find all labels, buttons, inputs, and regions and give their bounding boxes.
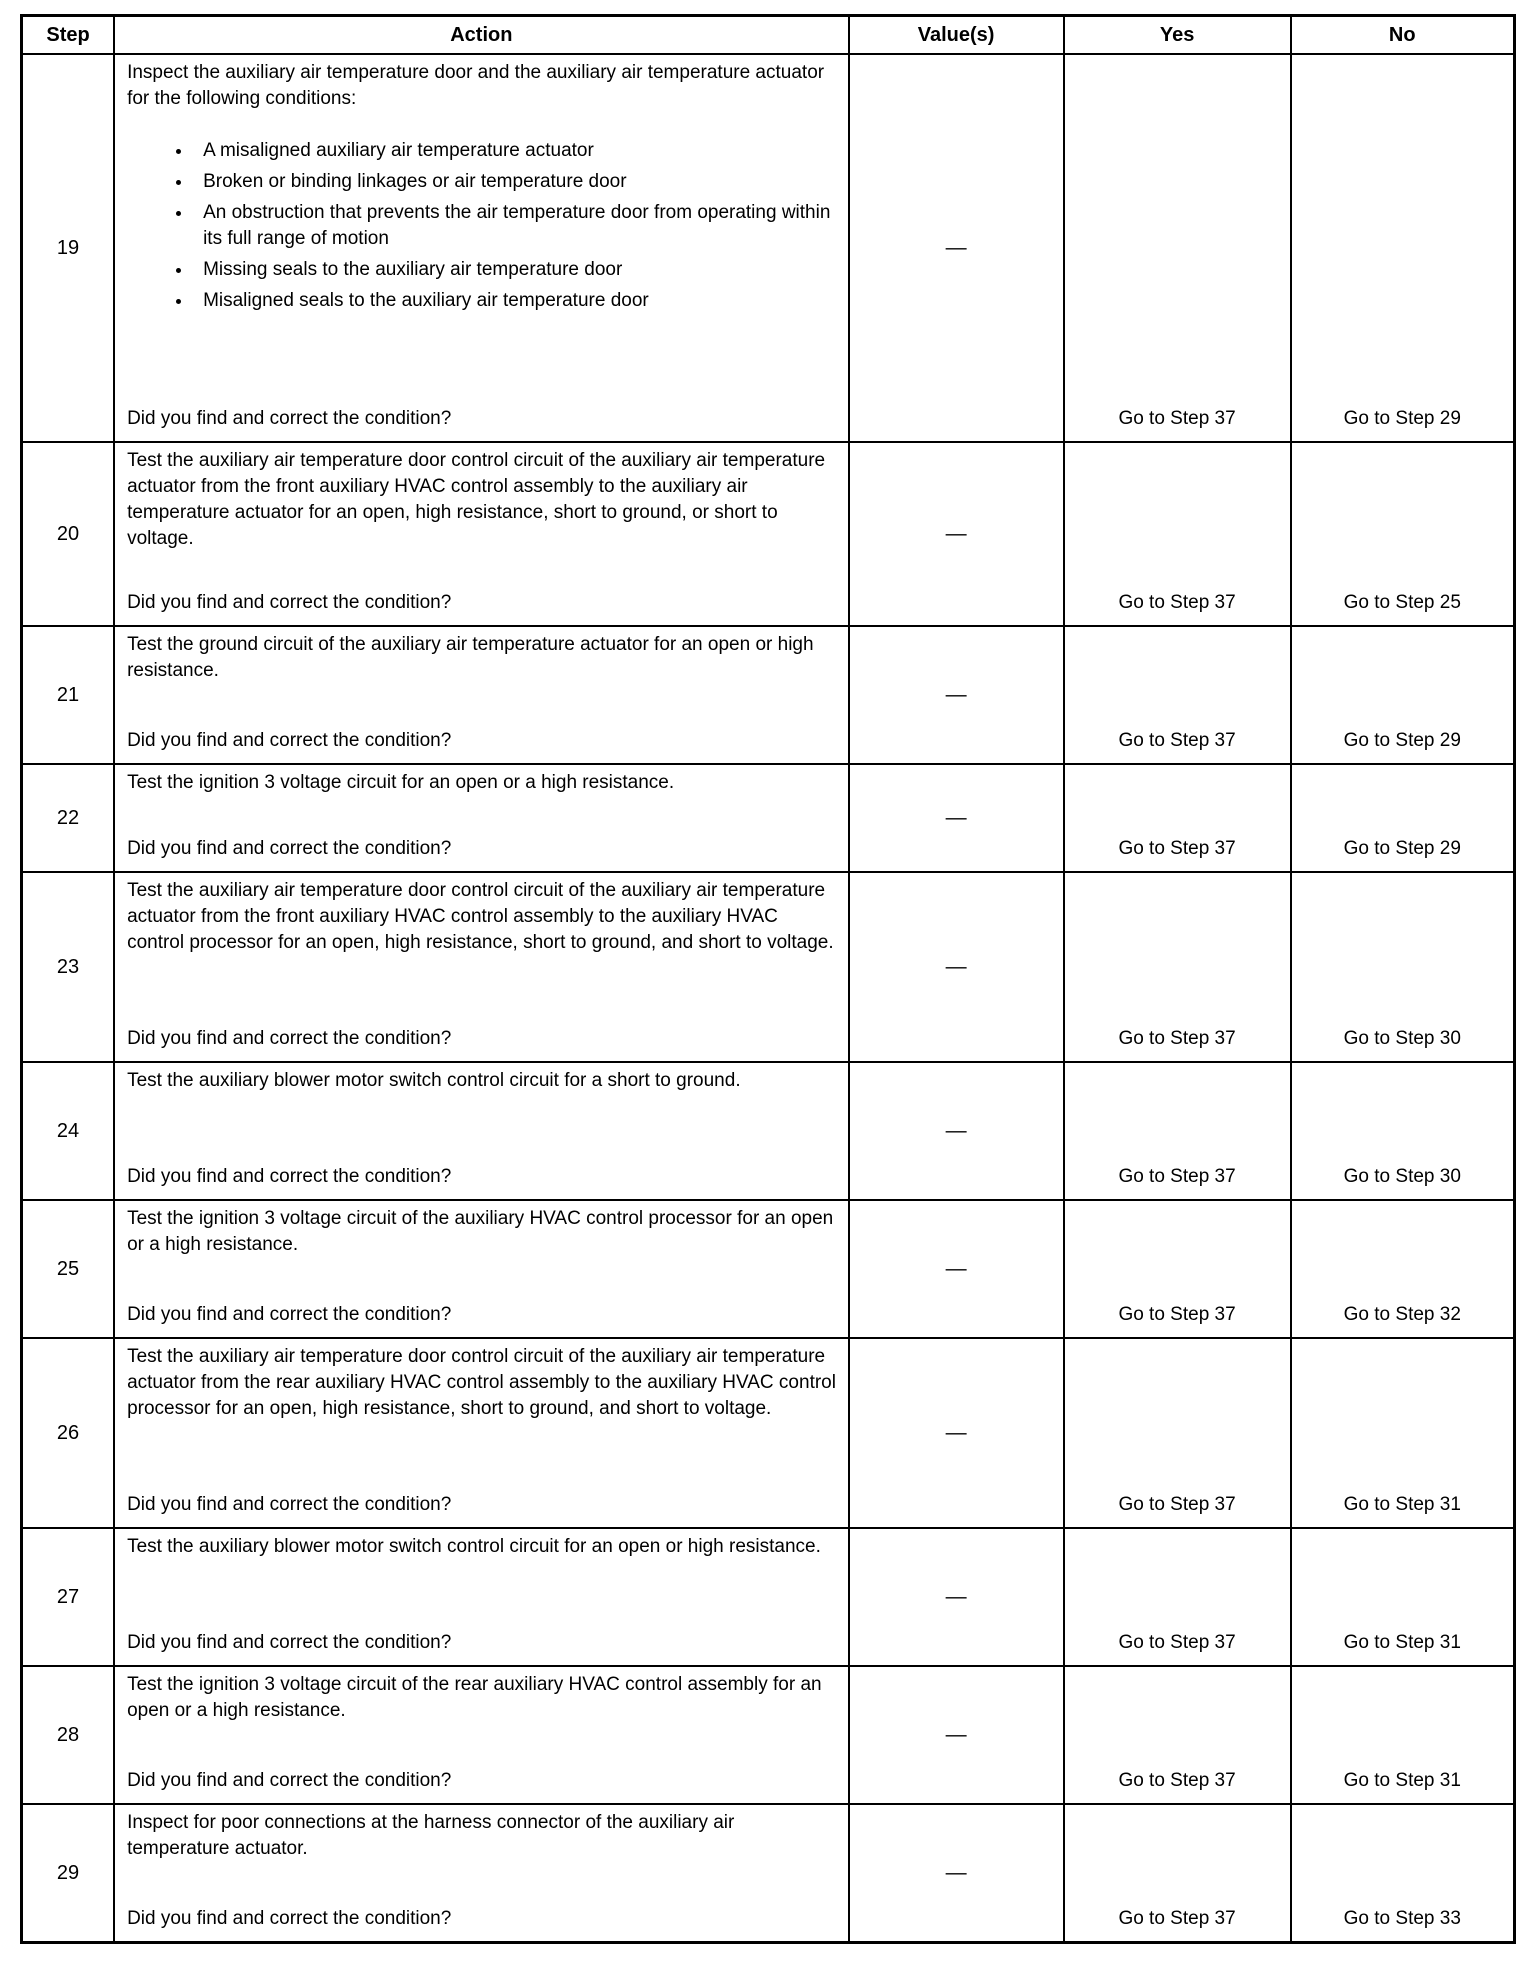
no-goto-cell: Go to Step 33 — [1291, 1804, 1515, 1943]
question-text: Did you find and correct the condition? — [127, 408, 452, 429]
values-cell: — — [849, 764, 1064, 872]
no-goto-cell: Go to Step 31 — [1291, 1338, 1515, 1528]
no-goto-cell: Go to Step 31 — [1291, 1528, 1515, 1666]
bullet-item: • An obstruction that prevents the air temperature door from operating within its full range of motion — [193, 200, 838, 252]
no-goto-cell: Go to Step 29 — [1291, 54, 1515, 442]
action-cell — [114, 1200, 849, 1338]
action-description — [127, 1344, 838, 1422]
action-text: Inspect the auxiliary air temperature door and the auxiliary air temperature actuator for the following conditions: — [127, 62, 825, 109]
no-goto-cell: Go to Step 29 — [1291, 626, 1515, 764]
step-number-cell: 21 — [22, 626, 115, 764]
column-header-yes: Yes — [1064, 16, 1291, 55]
step-number-cell: 28 — [22, 1666, 115, 1804]
yes-goto-cell: Go to Step 37 — [1064, 54, 1291, 442]
question-text: Did you find and correct the condition? — [127, 592, 452, 613]
yes-goto-cell: Go to Step 37 — [1064, 1666, 1291, 1804]
step-number-cell: 27 — [22, 1528, 115, 1666]
yes-goto-cell: Go to Step 37 — [1064, 626, 1291, 764]
table-header — [22, 16, 1515, 55]
action-cell — [114, 442, 849, 626]
header-row — [22, 16, 1515, 55]
action-text: Test the auxiliary air temperature door control circuit of the auxiliary air temperature actuator from the rear auxiliary HVAC control assembly to the auxiliary HVAC control processor for an open, high resistance, short to ground, and short to voltage. — [127, 1346, 836, 1419]
values-cell: — — [849, 1200, 1064, 1338]
step-number-cell: 29 — [22, 1804, 115, 1943]
question-text: Did you find and correct the condition? — [127, 1304, 452, 1325]
values-cell: — — [849, 442, 1064, 626]
bullet-item: • Misaligned seals to the auxiliary air temperature door — [193, 288, 838, 314]
question-text: Did you find and correct the condition? — [127, 1494, 452, 1515]
table-row — [22, 442, 1515, 626]
action-text: Test the ignition 3 voltage circuit for an open or a high resistance. — [127, 772, 675, 793]
values-cell: — — [849, 1528, 1064, 1666]
table-row — [22, 1062, 1515, 1200]
step-number-cell: 23 — [22, 872, 115, 1062]
values-cell: — — [849, 1062, 1064, 1200]
action-content — [127, 632, 838, 754]
values-cell: — — [849, 1666, 1064, 1804]
values-cell: — — [849, 626, 1064, 764]
question-text: Did you find and correct the condition? — [127, 838, 452, 859]
action-description — [127, 1206, 838, 1258]
question-text: Did you find and correct the condition? — [127, 1770, 452, 1791]
yes-goto-cell: Go to Step 37 — [1064, 1528, 1291, 1666]
no-goto-cell: Go to Step 32 — [1291, 1200, 1515, 1338]
action-content — [127, 448, 838, 616]
action-description — [127, 448, 838, 552]
table-body — [22, 54, 1515, 1943]
values-cell: — — [849, 1338, 1064, 1528]
step-number-cell: 24 — [22, 1062, 115, 1200]
action-cell — [114, 764, 849, 872]
yes-goto-cell: Go to Step 37 — [1064, 1338, 1291, 1528]
action-content — [127, 770, 838, 862]
action-text: Test the ground circuit of the auxiliary air temperature actuator for an open or high resistance. — [127, 634, 814, 681]
action-cell — [114, 1528, 849, 1666]
action-description — [127, 60, 838, 319]
action-description — [127, 1672, 838, 1724]
table-row — [22, 1804, 1515, 1943]
column-header-step: Step — [22, 16, 115, 55]
column-header-values: Value(s) — [849, 16, 1064, 55]
question-text: Did you find and correct the condition? — [127, 730, 452, 751]
action-description — [127, 632, 838, 684]
table-row — [22, 626, 1515, 764]
table-row — [22, 872, 1515, 1062]
action-description — [127, 1068, 838, 1094]
action-text: Test the ignition 3 voltage circuit of the auxiliary HVAC control processor for an open or a high resistance. — [127, 1208, 834, 1255]
bullet-item: • A misaligned auxiliary air temperature actuator — [193, 138, 838, 164]
action-cell — [114, 872, 849, 1062]
action-text: Test the auxiliary air temperature door control circuit of the auxiliary air temperature actuator from the front auxiliary HVAC control assembly to the auxiliary air temperature actuator for an open, high resistance, short to ground, or short to voltage. — [127, 450, 826, 549]
action-content — [127, 1534, 838, 1656]
action-cell — [114, 1338, 849, 1528]
no-goto-cell: Go to Step 30 — [1291, 1062, 1515, 1200]
column-header-action: Action — [114, 16, 849, 55]
action-description — [127, 1810, 838, 1862]
action-description — [127, 770, 838, 796]
action-cell — [114, 1062, 849, 1200]
no-goto-cell: Go to Step 30 — [1291, 872, 1515, 1062]
action-content — [127, 60, 838, 432]
action-text: Test the ignition 3 voltage circuit of the rear auxiliary HVAC control assembly for an open or a high resistance. — [127, 1674, 822, 1721]
question-text: Did you find and correct the condition? — [127, 1166, 452, 1187]
action-cell — [114, 626, 849, 764]
step-number-cell: 19 — [22, 54, 115, 442]
action-text: Test the auxiliary blower motor switch control circuit for an open or high resistance. — [127, 1536, 821, 1557]
bullet-item: • Missing seals to the auxiliary air temperature door — [193, 257, 838, 283]
action-content — [127, 1344, 838, 1518]
table-row — [22, 1666, 1515, 1804]
action-description — [127, 1534, 838, 1560]
table-row — [22, 1528, 1515, 1666]
no-goto-cell: Go to Step 25 — [1291, 442, 1515, 626]
yes-goto-cell: Go to Step 37 — [1064, 764, 1291, 872]
table-row — [22, 1200, 1515, 1338]
action-description — [127, 878, 838, 956]
column-header-no: No — [1291, 16, 1515, 55]
yes-goto-cell: Go to Step 37 — [1064, 442, 1291, 626]
question-text: Did you find and correct the condition? — [127, 1908, 452, 1929]
no-goto-cell: Go to Step 31 — [1291, 1666, 1515, 1804]
action-cell — [114, 1804, 849, 1943]
question-text: Did you find and correct the condition? — [127, 1632, 452, 1653]
step-number-cell: 25 — [22, 1200, 115, 1338]
yes-goto-cell: Go to Step 37 — [1064, 1804, 1291, 1943]
action-text: Test the auxiliary blower motor switch control circuit for a short to ground. — [127, 1070, 741, 1091]
step-number-cell: 20 — [22, 442, 115, 626]
values-cell: — — [849, 54, 1064, 442]
yes-goto-cell: Go to Step 37 — [1064, 1062, 1291, 1200]
yes-goto-cell: Go to Step 37 — [1064, 1200, 1291, 1338]
table-row — [22, 54, 1515, 442]
action-text: Test the auxiliary air temperature door control circuit of the auxiliary air temperature actuator from the front auxiliary HVAC control assembly to the auxiliary HVAC control processor for an open, high resistance, short to ground, and short to voltage. — [127, 880, 834, 953]
bullet-item: • Broken or binding linkages or air temperature door — [193, 169, 838, 195]
question-text: Did you find and correct the condition? — [127, 1028, 452, 1049]
action-cell — [114, 1666, 849, 1804]
action-text: Inspect for poor connections at the harness connector of the auxiliary air temperature actuator. — [127, 1812, 735, 1859]
values-cell: — — [849, 872, 1064, 1062]
no-goto-cell: Go to Step 29 — [1291, 764, 1515, 872]
action-content — [127, 1672, 838, 1794]
values-cell: — — [849, 1804, 1064, 1943]
step-number-cell: 22 — [22, 764, 115, 872]
action-content — [127, 878, 838, 1052]
action-cell — [114, 54, 849, 442]
action-content — [127, 1810, 838, 1932]
table-row — [22, 764, 1515, 872]
action-content — [127, 1206, 838, 1328]
condition-bullet-list — [127, 138, 838, 314]
diagnostic-table — [20, 14, 1516, 1944]
table-row — [22, 1338, 1515, 1528]
yes-goto-cell: Go to Step 37 — [1064, 872, 1291, 1062]
action-content — [127, 1068, 838, 1190]
step-number-cell: 26 — [22, 1338, 115, 1528]
